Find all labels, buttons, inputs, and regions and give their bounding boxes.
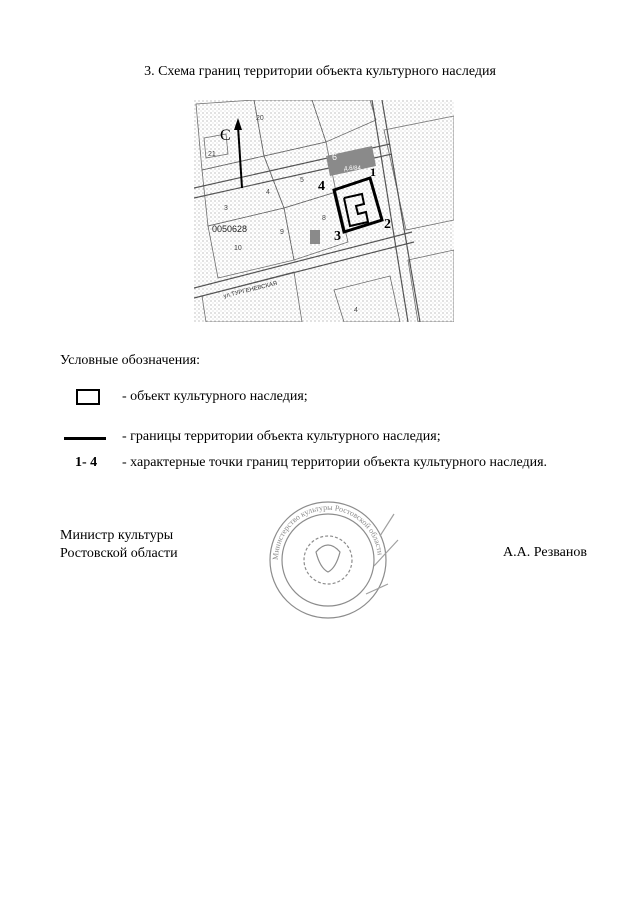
seal-drawing [262,496,412,626]
corner-point-2: 2 [384,217,391,232]
boundary-map [194,100,454,322]
position-line: Министр культуры [60,528,174,543]
boundary-line-symbol [60,429,110,449]
parcel-number: 10 [234,245,242,252]
north-label: С [220,127,231,144]
parcel-number: 21 [208,151,216,158]
legend-text: - характерные точки границ территории объекта культурного наследия. [122,455,548,470]
legend-text: - объект культурного наследия; [122,389,308,404]
legend-text: - границы территории объекта культурного наследия; [122,429,441,444]
corner-point-4: 4 [318,179,325,194]
parcel-number: 6 [332,152,338,162]
parcel-number: 8 [322,215,326,222]
heritage-object-symbol [60,389,110,409]
parcel-number: 4 [266,189,270,196]
map-background [194,100,454,322]
parcel-tag: д.6/84 [344,166,361,172]
position-line: Ростовской области [60,546,178,561]
page-title: 3. Схема границ территории объекта культурного наследия [144,64,496,79]
points-range-label: 1- 4 [75,455,98,470]
cadastral-label: 0050628 [212,224,248,234]
street-label: ул.ТУРГЕНЕВСКАЯ [223,280,278,300]
parcel-number: 5 [300,177,304,184]
signatory-name: А.А. Резванов [503,545,587,560]
parcel-number: 20 [256,115,264,122]
signatory-position [60,527,178,563]
seal-text: Министерство культуры Ростовской области [270,502,385,561]
small-building [310,230,320,244]
legend-heading: Условные обозначения: [60,353,201,368]
official-seal [262,496,412,626]
parcel-number: 3 [224,205,228,212]
parcel-number: 9 [280,229,284,236]
map-drawing [194,100,454,322]
parcel-number: 4 [354,307,358,314]
boundary-points-symbol [60,455,110,475]
corner-point-1: 1 [370,165,376,179]
corner-point-3: 3 [334,229,341,244]
